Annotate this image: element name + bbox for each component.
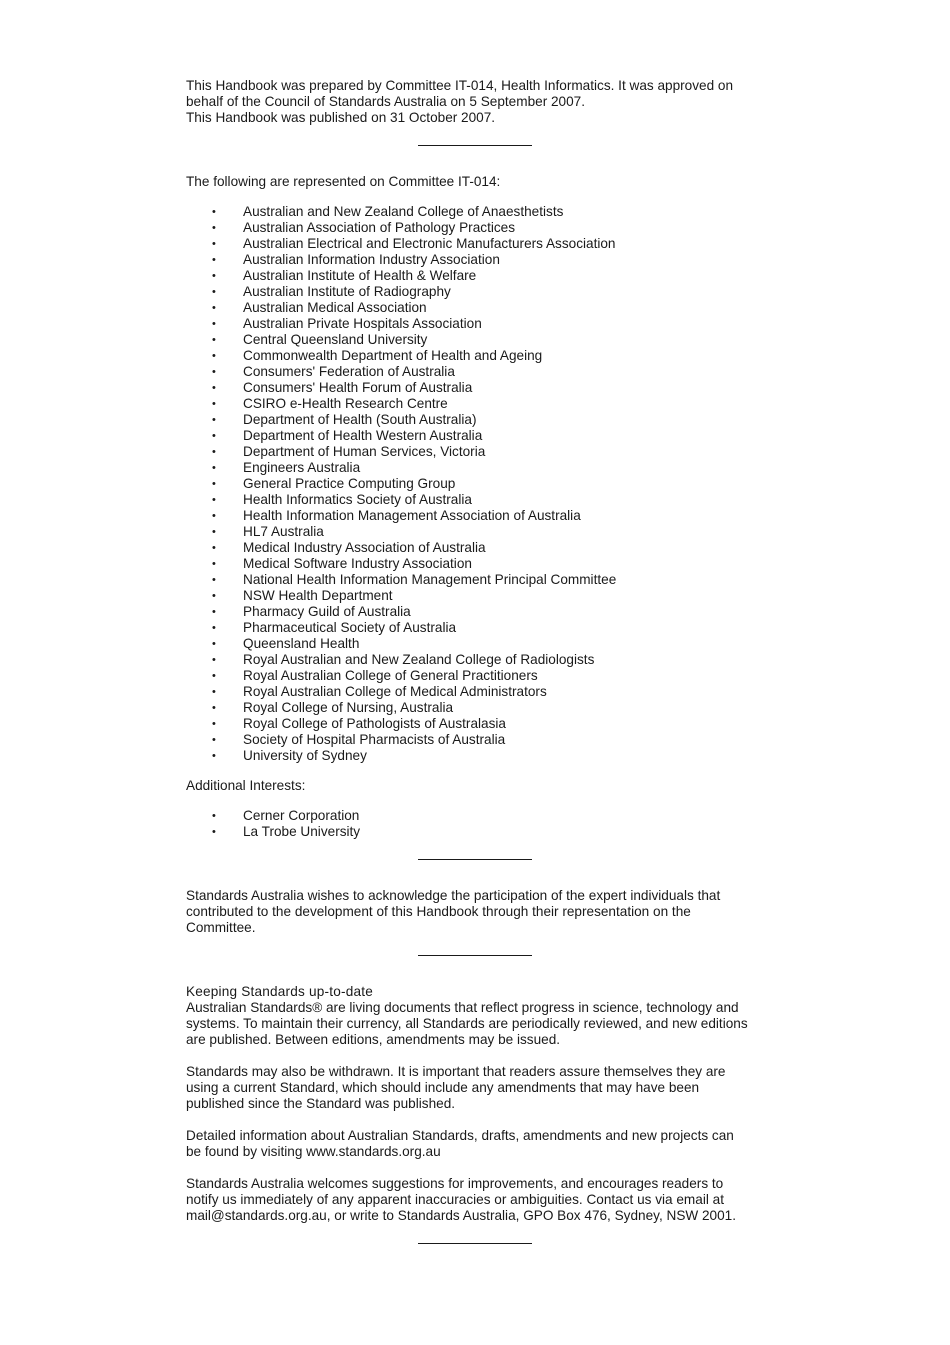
- bullet-icon: •: [212, 366, 216, 378]
- bullet-icon: •: [212, 270, 216, 282]
- bullet-icon: •: [212, 526, 216, 538]
- bullet-icon: •: [212, 494, 216, 506]
- acknowledgement-line-3: Committee.: [186, 920, 256, 935]
- list-item-label: Medical Industry Association of Australia: [243, 540, 486, 555]
- text-line: mail@standards.org.au, or write to Standards Australia, GPO Box 476, Sydney, NSW 2001.: [186, 1208, 737, 1223]
- bullet-icon: •: [212, 622, 216, 634]
- keeping-paragraph-1: [186, 1000, 776, 1048]
- bullet-icon: •: [212, 206, 216, 218]
- list-item: [186, 684, 776, 700]
- bullet-icon: •: [212, 702, 216, 714]
- list-item: [186, 220, 776, 236]
- bullet-icon: •: [212, 334, 216, 346]
- bullet-icon: •: [212, 318, 216, 330]
- bullet-icon: •: [212, 826, 216, 838]
- list-item: [186, 604, 776, 620]
- bullet-icon: •: [212, 510, 216, 522]
- list-item: [186, 524, 776, 540]
- approval-line-2: behalf of the Council of Standards Australia on 5 September 2007.: [186, 94, 586, 109]
- list-item: [186, 412, 776, 428]
- bullet-icon: •: [212, 254, 216, 266]
- list-item-label: University of Sydney: [243, 748, 367, 763]
- list-item-label: Department of Health (South Australia): [243, 412, 477, 427]
- bullet-icon: •: [212, 654, 216, 666]
- list-item-label: Cerner Corporation: [243, 808, 360, 823]
- list-item: [186, 716, 776, 732]
- list-item: [186, 204, 776, 220]
- keeping-paragraph-2: [186, 1064, 776, 1112]
- list-item-label: Royal Australian College of General Practitioners: [243, 668, 538, 683]
- list-item-label: Health Informatics Society of Australia: [243, 492, 472, 507]
- list-item: [186, 668, 776, 684]
- list-item-label: Department of Human Services, Victoria: [243, 444, 486, 459]
- list-item-label: Australian Private Hospitals Association: [243, 316, 482, 331]
- list-item-label: NSW Health Department: [243, 588, 393, 603]
- list-item: [186, 652, 776, 668]
- bullet-icon: •: [212, 558, 216, 570]
- list-item: [186, 460, 776, 476]
- list-item-label: Engineers Australia: [243, 460, 361, 475]
- list-item-label: CSIRO e-Health Research Centre: [243, 396, 448, 411]
- list-item-label: Australian Information Industry Association: [243, 252, 500, 267]
- list-item: [186, 588, 776, 604]
- list-item: [186, 620, 776, 636]
- list-item-label: Royal Australian College of Medical Administrators: [243, 684, 547, 699]
- list-item: [186, 540, 776, 556]
- list-item: [186, 268, 776, 284]
- keeping-paragraph-3: [186, 1128, 776, 1160]
- bullet-icon: •: [212, 606, 216, 618]
- approval-statement: [186, 78, 776, 126]
- list-item: [186, 380, 776, 396]
- list-item-label: General Practice Computing Group: [243, 476, 456, 491]
- bullet-icon: •: [212, 302, 216, 314]
- list-item-label: La Trobe University: [243, 824, 361, 839]
- bullet-icon: •: [212, 286, 216, 298]
- additional-interests-list: [186, 808, 776, 840]
- text-line: using a current Standard, which should include any amendments that may have been: [186, 1080, 700, 1095]
- text-line: are published. Between editions, amendments may be issued.: [186, 1032, 561, 1047]
- list-item: [186, 492, 776, 508]
- acknowledgement: [186, 888, 776, 936]
- bullet-icon: •: [212, 238, 216, 250]
- list-item-label: Health Information Management Association of Australia: [243, 508, 581, 523]
- list-item-label: Australian Electrical and Electronic Manufacturers Association: [243, 236, 616, 251]
- list-item: [186, 236, 776, 252]
- list-item: [186, 636, 776, 652]
- list-item: [186, 364, 776, 380]
- text-line: be found by visiting www.standards.org.au: [186, 1144, 441, 1159]
- list-item-label: Australian Association of Pathology Practices: [243, 220, 516, 235]
- additional-interests-heading: Additional Interests:: [186, 778, 306, 793]
- list-item-label: Society of Hospital Pharmacists of Australia: [243, 732, 506, 747]
- keeping-standards-heading: Keeping Standards up-to-date: [186, 984, 373, 999]
- list-item-label: Australian and New Zealand College of Anaesthetists: [243, 204, 564, 219]
- bullet-icon: •: [212, 750, 216, 762]
- list-item-label: Queensland Health: [243, 636, 360, 651]
- list-item-label: Pharmacy Guild of Australia: [243, 604, 411, 619]
- list-item-label: Royal Australian and New Zealand College of Radiologists: [243, 652, 595, 667]
- bullet-icon: •: [212, 222, 216, 234]
- acknowledgement-line-1: Standards Australia wishes to acknowledge the participation of the expert individuals that: [186, 888, 721, 903]
- list-item: [186, 348, 776, 364]
- committee-lead: The following are represented on Committee IT-014:: [186, 174, 501, 189]
- list-item: [186, 824, 776, 840]
- text-line: Standards may also be withdrawn. It is important that readers assure themselves they are: [186, 1064, 726, 1079]
- bullet-icon: •: [212, 574, 216, 586]
- list-item: [186, 332, 776, 348]
- bullet-icon: •: [212, 734, 216, 746]
- list-item-label: HL7 Australia: [243, 524, 324, 539]
- bullet-icon: •: [212, 478, 216, 490]
- bullet-icon: •: [212, 462, 216, 474]
- list-item: [186, 748, 776, 764]
- bullet-icon: •: [212, 718, 216, 730]
- list-item-label: Commonwealth Department of Health and Ageing: [243, 348, 543, 363]
- list-item-label: Royal College of Nursing, Australia: [243, 700, 454, 715]
- list-item: [186, 300, 776, 316]
- list-item: [186, 428, 776, 444]
- list-item: [186, 700, 776, 716]
- text-line: published since the Standard was published.: [186, 1096, 456, 1111]
- list-item-label: Australian Institute of Health & Welfare: [243, 268, 477, 283]
- list-item-label: Pharmaceutical Society of Australia: [243, 620, 457, 635]
- list-item: [186, 444, 776, 460]
- publication-line: This Handbook was published on 31 October 2007.: [186, 110, 496, 125]
- acknowledgement-line-2: contributed to the development of this Handbook through their representation on the: [186, 904, 691, 919]
- bullet-icon: •: [212, 430, 216, 442]
- text-line: systems. To maintain their currency, all Standards are periodically reviewed, and new editions: [186, 1016, 748, 1031]
- bullet-icon: •: [212, 398, 216, 410]
- approval-line-1: This Handbook was prepared by Committee IT-014, Health Informatics. It was approved on: [186, 78, 734, 93]
- bullet-icon: •: [212, 414, 216, 426]
- bullet-icon: •: [212, 810, 216, 822]
- bullet-icon: •: [212, 590, 216, 602]
- text-line: Standards Australia welcomes suggestions for improvements, and encourages readers to: [186, 1176, 724, 1191]
- bullet-icon: •: [212, 542, 216, 554]
- bullet-icon: •: [212, 350, 216, 362]
- document-page: [186, 78, 776, 1244]
- list-item: [186, 556, 776, 572]
- list-item-label: Central Queensland University: [243, 332, 428, 347]
- list-item-label: Australian Medical Association: [243, 300, 427, 315]
- list-item-label: Consumers' Health Forum of Australia: [243, 380, 473, 395]
- list-item: [186, 252, 776, 268]
- list-item: [186, 476, 776, 492]
- bullet-icon: •: [212, 382, 216, 394]
- text-line: Detailed information about Australian Standards, drafts, amendments and new projects can: [186, 1128, 734, 1143]
- list-item-label: Royal College of Pathologists of Australasia: [243, 716, 506, 731]
- list-item-label: Consumers' Federation of Australia: [243, 364, 455, 379]
- text-line: Australian Standards® are living documents that reflect progress in science, technology and: [186, 1000, 739, 1015]
- list-item: [186, 284, 776, 300]
- text-line: notify us immediately of any apparent inaccuracies or ambiguities. Contact us via email at: [186, 1192, 724, 1207]
- bullet-icon: •: [212, 686, 216, 698]
- list-item: [186, 396, 776, 412]
- section-divider: [418, 859, 532, 860]
- bullet-icon: •: [212, 670, 216, 682]
- list-item: [186, 508, 776, 524]
- list-item-label: Department of Health Western Australia: [243, 428, 483, 443]
- section-divider: [418, 1243, 532, 1244]
- keeping-paragraph-4: [186, 1176, 776, 1224]
- list-item-label: Medical Software Industry Association: [243, 556, 472, 571]
- list-item-label: National Health Information Management Principal Committee: [243, 572, 617, 587]
- list-item-label: Australian Institute of Radiography: [243, 284, 451, 299]
- committee-members-list: [186, 204, 776, 764]
- section-divider: [418, 145, 532, 146]
- list-item: [186, 316, 776, 332]
- section-divider: [418, 955, 532, 956]
- bullet-icon: •: [212, 446, 216, 458]
- list-item: [186, 572, 776, 588]
- list-item: [186, 808, 776, 824]
- bullet-icon: •: [212, 638, 216, 650]
- list-item: [186, 732, 776, 748]
